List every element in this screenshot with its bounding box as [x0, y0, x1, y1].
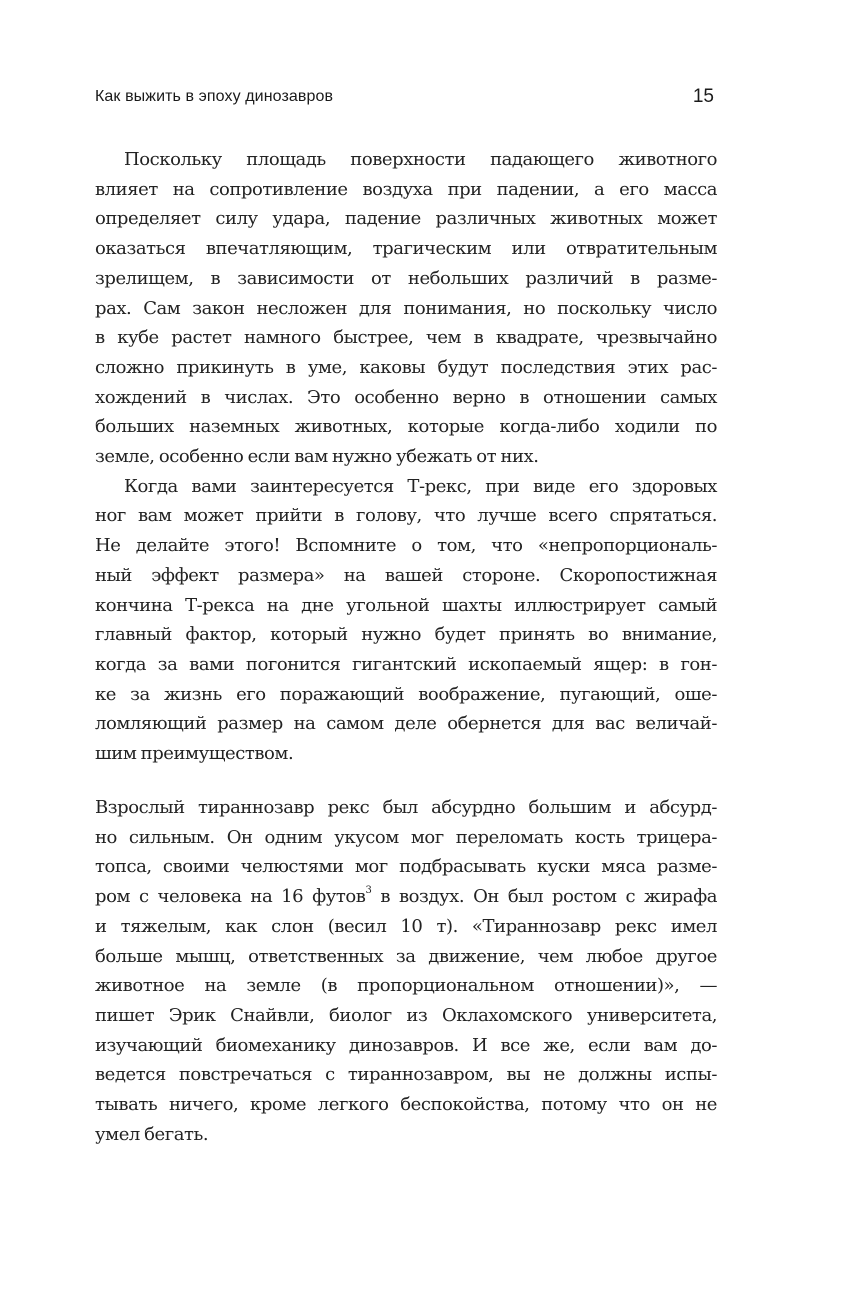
text-line: пишет Эрик Снайвли, биолог из Оклахомского университета, [95, 1004, 717, 1026]
paragraph-2 [95, 472, 717, 769]
text-line: когда за вами погонится гигантский ископаемый ящер: в гон- [95, 653, 717, 675]
text-line-with-footnote [95, 882, 717, 912]
text-line: земле, особенно если вам нужно убежать от них. [95, 446, 539, 468]
running-title: Как выжить в эпоху динозавров [95, 88, 334, 105]
text-line: больших наземных животных, которые когда-либо ходили по [95, 416, 717, 438]
text-line: определяет силу удара, падение различных животных может [95, 208, 717, 230]
text-line: хождений в числах. Это особенно верно в отношении самых [95, 386, 717, 408]
text-line: изучающий биомеханику динозавров. И все же, если вам до- [95, 1034, 717, 1056]
text-line: ный эффект размера» на вашей стороне. Скоропостижная [95, 564, 717, 586]
text-line: животное на земле (в пропорциональном отношении)», — [95, 975, 717, 997]
footnote-reference[interactable]: 3 [365, 885, 372, 897]
text-line: в кубе растет намного быстрее, чем в квадрате, чрезвычайно [95, 327, 717, 349]
text-fragment: ром с человека на 16 футов [95, 886, 366, 908]
text-line: Поскольку площадь поверхности падающего животного [124, 149, 717, 170]
running-header [95, 86, 716, 114]
paragraph-3 [95, 793, 717, 1149]
text-line: ломляющий размер на самом деле обернется для вас величай- [95, 713, 717, 735]
text-line: кончина Т-рекса на дне угольной шахты иллюстрирует самый [95, 594, 717, 616]
body-text-lower [95, 793, 717, 1149]
paragraph-1 [95, 145, 717, 472]
text-fragment: в воздух. Он был ростом с жирафа [371, 886, 717, 908]
text-line: ведется повстречаться с тираннозавром, вы не должны испы- [95, 1064, 717, 1086]
text-line: но сильным. Он одним укусом мог переломать кость трицера- [95, 826, 717, 848]
text-line: оказаться впечатляющим, трагическим или отвратительным [95, 238, 717, 260]
text-line: Взрослый тираннозавр рекс был абсурдно большим и абсурд- [95, 797, 717, 818]
text-line: больше мышц, ответственных за движение, чем любое другое [95, 945, 717, 967]
text-line: Когда вами заинтересуется Т-рекс, при виде его здоровых [124, 475, 717, 497]
text-line: ке за жизнь его поражающий воображение, пугающий, оше- [95, 683, 717, 705]
text-line: главный фактор, который нужно будет принять во внимание, [95, 624, 717, 646]
text-line: рах. Сам закон несложен для понимания, но поскольку число [95, 297, 717, 319]
body-text-upper [95, 145, 717, 769]
text-line: умел бегать. [95, 1123, 209, 1145]
text-line: сложно прикинуть в уме, каковы будут последствия этих рас- [95, 356, 717, 378]
text-line: топса, своими челюстями мог подбрасывать куски мяса разме- [95, 856, 717, 878]
text-line: и тяжелым, как слон (весил 10 т). «Тираннозавр рекс имел [95, 915, 717, 937]
text-line: зрелищем, в зависимости от небольших различий в разме- [95, 267, 717, 289]
text-line: шим преимуществом. [95, 743, 294, 765]
text-line: тывать ничего, кроме легкого беспокойства, потому что он не [95, 1094, 717, 1116]
text-line: ног вам может прийти в голову, что лучше всего спрятаться. [95, 505, 717, 527]
text-line: влияет на сопротивление воздуха при падении, а его масса [95, 178, 717, 200]
page-number: 15 [692, 86, 714, 107]
text-line: Не делайте этого! Вспомните о том, что «непропорциональ- [95, 535, 717, 557]
